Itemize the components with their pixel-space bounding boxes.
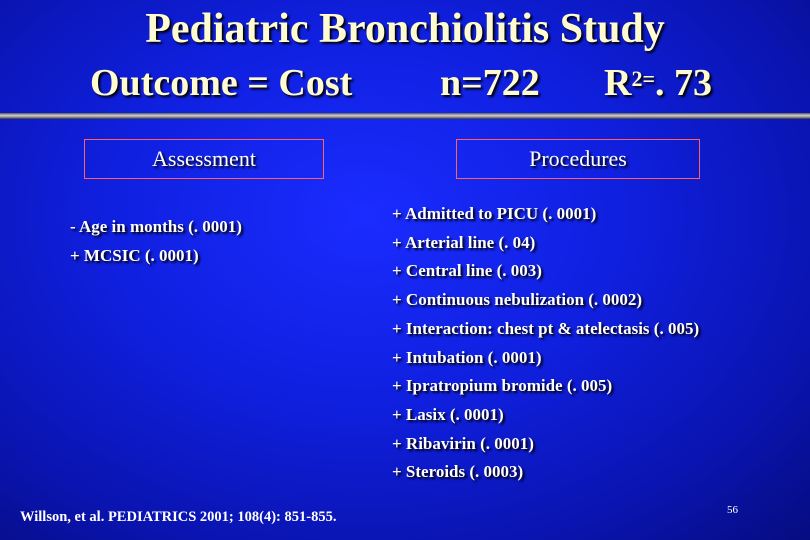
list-item: + Arterial line (. 04): [392, 232, 536, 252]
assessment-list: [70, 213, 242, 270]
outcome-label: Outcome = Cost: [90, 62, 353, 104]
procedures-header: Procedures: [456, 139, 700, 179]
slide-subtitle: [0, 58, 810, 108]
list-item: - Age in months (. 0001): [70, 217, 242, 236]
assessment-header: Assessment: [84, 139, 324, 179]
list-item: + MCSIC (. 0001): [70, 245, 199, 265]
list-item: + Intubation (. 0001): [392, 347, 542, 367]
slide-title: Pediatric Bronchiolitis Study: [145, 6, 665, 52]
list-item: + Central line (. 003): [392, 261, 542, 281]
list-item: + Lasix (. 0001): [392, 404, 504, 424]
r-squared: [604, 58, 712, 108]
page-number: 56: [727, 504, 738, 516]
r-value: . 73: [655, 62, 712, 104]
r-superscript: 2=: [631, 66, 655, 91]
list-item: + Ipratropium bromide (. 005): [392, 376, 613, 396]
list-item: + Ribavirin (. 0001): [392, 433, 534, 453]
list-item: + Admitted to PICU (. 0001): [392, 204, 597, 223]
r-letter: R: [604, 62, 632, 104]
list-item: + Continuous nebulization (. 0002): [392, 290, 643, 310]
list-item: + Steroids (. 0003): [392, 462, 524, 482]
sample-size: n=722: [440, 62, 540, 104]
list-item: + Interaction: chest pt & atelectasis (. 005): [392, 318, 700, 338]
citation: Willson, et al. PEDIATRICS 2001; 108(4): 851-855.: [20, 509, 337, 525]
procedures-list: [392, 200, 699, 487]
title-divider: [0, 113, 810, 119]
